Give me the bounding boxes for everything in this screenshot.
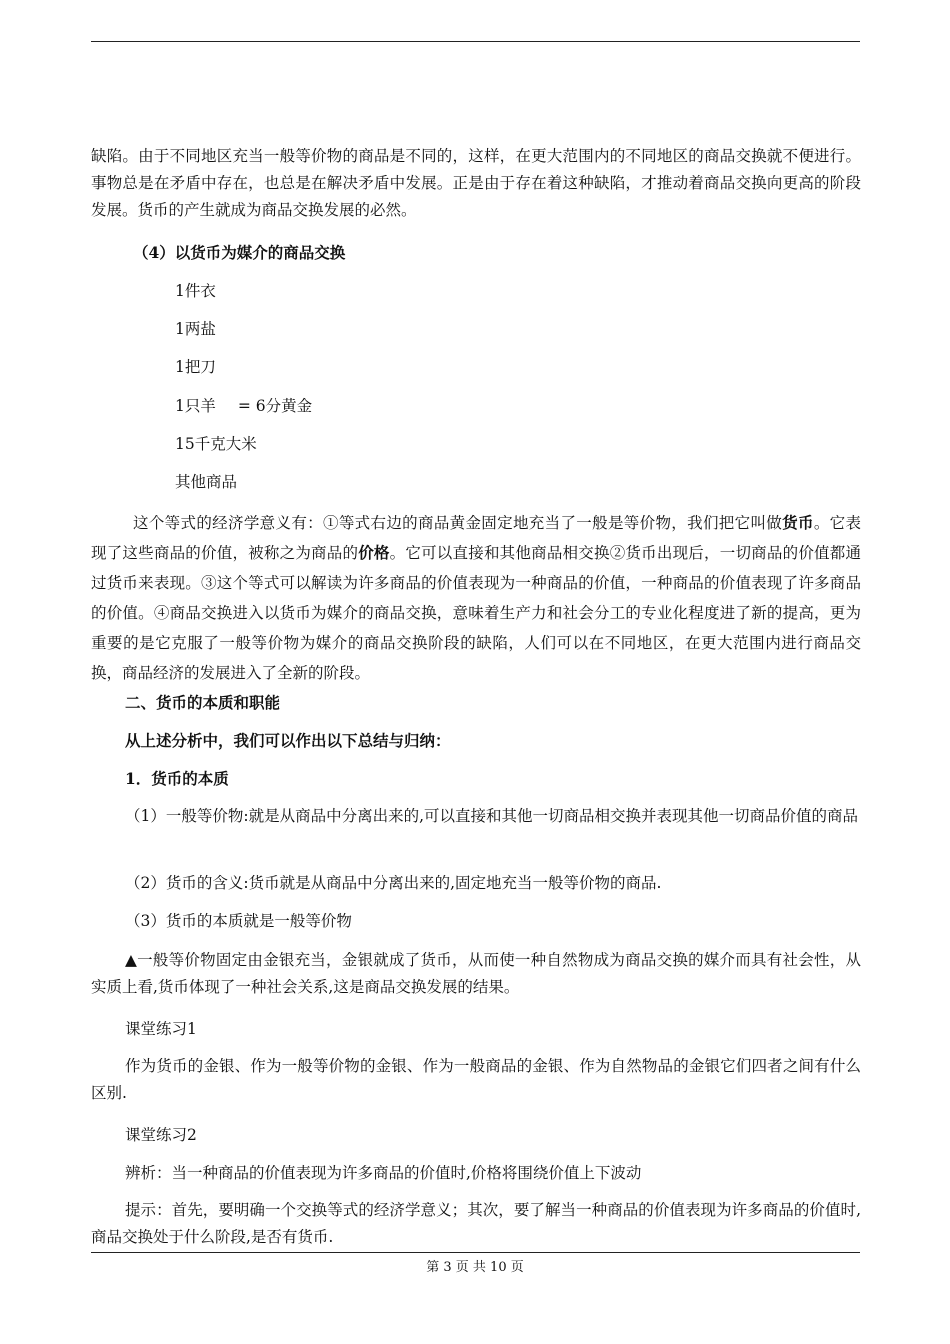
equation-item: 1把刀: [175, 358, 216, 376]
page-number: 第 3 页 共 10 页: [426, 1260, 524, 1275]
equation-result: = 6分黄金: [237, 397, 313, 415]
exercise-1-text: 作为货币的金银、作为一般等价物的金银、作为一般商品的金银、作为自然物品的金银它们四者之间有什么区别.: [91, 1057, 861, 1102]
triangle-note: ▲一般等价物固定由金银充当，金银就成了货币，从而使一种自然物成为商品交换的媒介而具有社会性，从实质上看,货币体现了一种社会关系,这是商品交换发展的结果。: [91, 951, 861, 996]
essence-heading: 1．货币的本质: [125, 769, 229, 788]
equation-item: 1件衣: [175, 282, 216, 300]
equation-item: 1两盐: [175, 320, 216, 338]
essence-point-1: （1）一般等价物:就是从商品中分离出来的,可以直接和其他一切商品相交换并表现其他一切商品价值的商品: [125, 807, 859, 825]
header-rule: [91, 41, 860, 42]
meaning-text: 。它可以直接和其他商品相交换②货币出现后，一切商品的价值都通过货币来表现。③这个等式可以解读为许多商品的价值表现为一种商品的价值，一种商品的价值表现了许多商品的价值。④商品交换进入以货币为媒介的商品交换，意味着生产力和社会分工的专业化程度进了新的提高，更为重要的是它克服了一般等价物为媒介的商品交换阶段的缺陷，人们可以在不同地区，在更大范围内进行商品交换，商品经济的发展进入了全新的阶段。: [91, 544, 861, 682]
intro-paragraph: 缺陷。由于不同地区充当一般等价物的商品是不同的，这样，在更大范围内的不同地区的商品交换就不便进行。事物总是在矛盾中存在，也总是在解决矛盾中发展。正是由于存在着这种缺陷，才推动着商品交换向更高的阶段发展。货币的产生就成为商品交换发展的必然。: [91, 147, 861, 219]
meaning-text: 这个等式的经济学意义有：①等式右边的商品黄金固定地充当了一般是等价物，我们把它叫做: [133, 514, 783, 532]
exercise-2-text: 辨析：当一种商品的价值表现为许多商品的价值时,价格将围绕价值上下波动: [125, 1164, 642, 1182]
meaning-paragraph: [91, 508, 861, 688]
hint-text: 提示：首先，要明确一个交换等式的经济学意义；其次，要了解当一种商品的价值表现为许多商品的价值时,商品交换处于什么阶段,是否有货币.: [91, 1201, 861, 1246]
essence-point-2: （2）货币的含义:货币就是从商品中分离出来的,固定地充当一般等价物的商品.: [125, 874, 662, 892]
meaning-text: 。它表现了这些商品的价值，被称之为商品的: [91, 514, 861, 562]
equation-item: 1只羊: [175, 397, 216, 415]
exercise-2-title: 课堂练习2: [125, 1126, 197, 1144]
term-money: 货币: [782, 513, 814, 532]
footer-rule: [91, 1252, 860, 1253]
essence-point-3: （3）货币的本质就是一般等价物: [125, 912, 352, 930]
section-4-heading: （4）以货币为媒介的商品交换: [133, 243, 346, 262]
summary-line: 从上述分析中，我们可以作出以下总结与归纳：: [125, 731, 451, 750]
equation-item: 其他商品: [175, 473, 238, 491]
section-2-heading: 二、货币的本质和职能: [125, 693, 281, 712]
equation-item: 15千克大米: [175, 435, 257, 453]
equation-row: [175, 395, 312, 417]
exercise-1-title: 课堂练习1: [125, 1020, 197, 1038]
term-price: 价格: [358, 543, 390, 562]
